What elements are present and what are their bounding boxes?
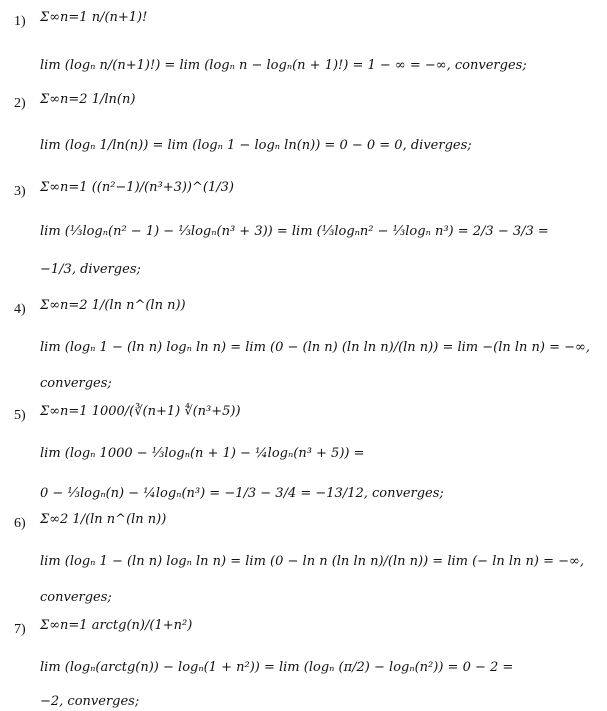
item-number: 5): [14, 408, 26, 423]
limit-line: converges;: [40, 590, 112, 605]
series-expression: Σ∞2 1/(ln n^(ln n)): [40, 512, 167, 527]
limit-line: −1/3, diverges;: [40, 262, 141, 277]
limit-line: 0 − ⅓logₙ(n) − ¼logₙ(n³) = −1/3 − 3/4 = −13/12, converges;: [40, 486, 444, 501]
item-number: 4): [14, 302, 26, 317]
limit-line: lim (⅓logₙ(n² − 1) − ⅓logₙ(n³ + 3)) = lim (⅓logₙn² − ⅓logₙ n³) = 2/3 − 3/3 =: [40, 224, 549, 239]
limit-line: lim (logₙ n/(n+1)!) = lim (logₙ n − logₙ(n + 1)!) = 1 − ∞ = −∞, converges;: [40, 58, 527, 73]
limit-line: lim (logₙ 1/ln(n)) = lim (logₙ 1 − logₙ ln(n)) = 0 − 0 = 0, diverges;: [40, 138, 472, 153]
item-number: 1): [14, 14, 26, 29]
limit-line: lim (logₙ 1000 − ⅓logₙ(n + 1) − ¼logₙ(n³ + 5)) =: [40, 446, 365, 461]
item-number: 6): [14, 516, 26, 531]
series-expression: Σ∞n=1 n/(n+1)!: [40, 10, 148, 25]
item-number: 7): [14, 622, 26, 637]
series-expression: Σ∞n=1 1000/(∛(n+1) ∜(n³+5)): [40, 404, 241, 419]
series-expression: Σ∞n=2 1/ln(n): [40, 92, 136, 107]
series-expression: Σ∞n=2 1/(ln n^(ln n)): [40, 298, 186, 313]
item-number: 2): [14, 96, 26, 111]
series-expression: Σ∞n=1 arctg(n)/(1+n²): [40, 618, 193, 633]
series-expression: Σ∞n=1 ((n²−1)/(n³+3))^(1/3): [40, 180, 234, 195]
limit-line: lim (logₙ 1 − (ln n) logₙ ln n) = lim (0 − (ln n) (ln ln n)/(ln n)) = lim −(ln ln n) = −∞,: [40, 340, 590, 355]
item-number: 3): [14, 184, 26, 199]
limit-line: −2, converges;: [40, 694, 140, 709]
limit-line: lim (logₙ 1 − (ln n) logₙ ln n) = lim (0 − ln n (ln ln n)/(ln n)) = lim (− ln ln n) = −∞,: [40, 554, 584, 569]
limit-line: converges;: [40, 376, 112, 391]
limit-line: lim (logₙ(arctg(n)) − logₙ(1 + n²)) = lim (logₙ (π/2) − logₙ(n²)) = 0 − 2 =: [40, 660, 514, 675]
